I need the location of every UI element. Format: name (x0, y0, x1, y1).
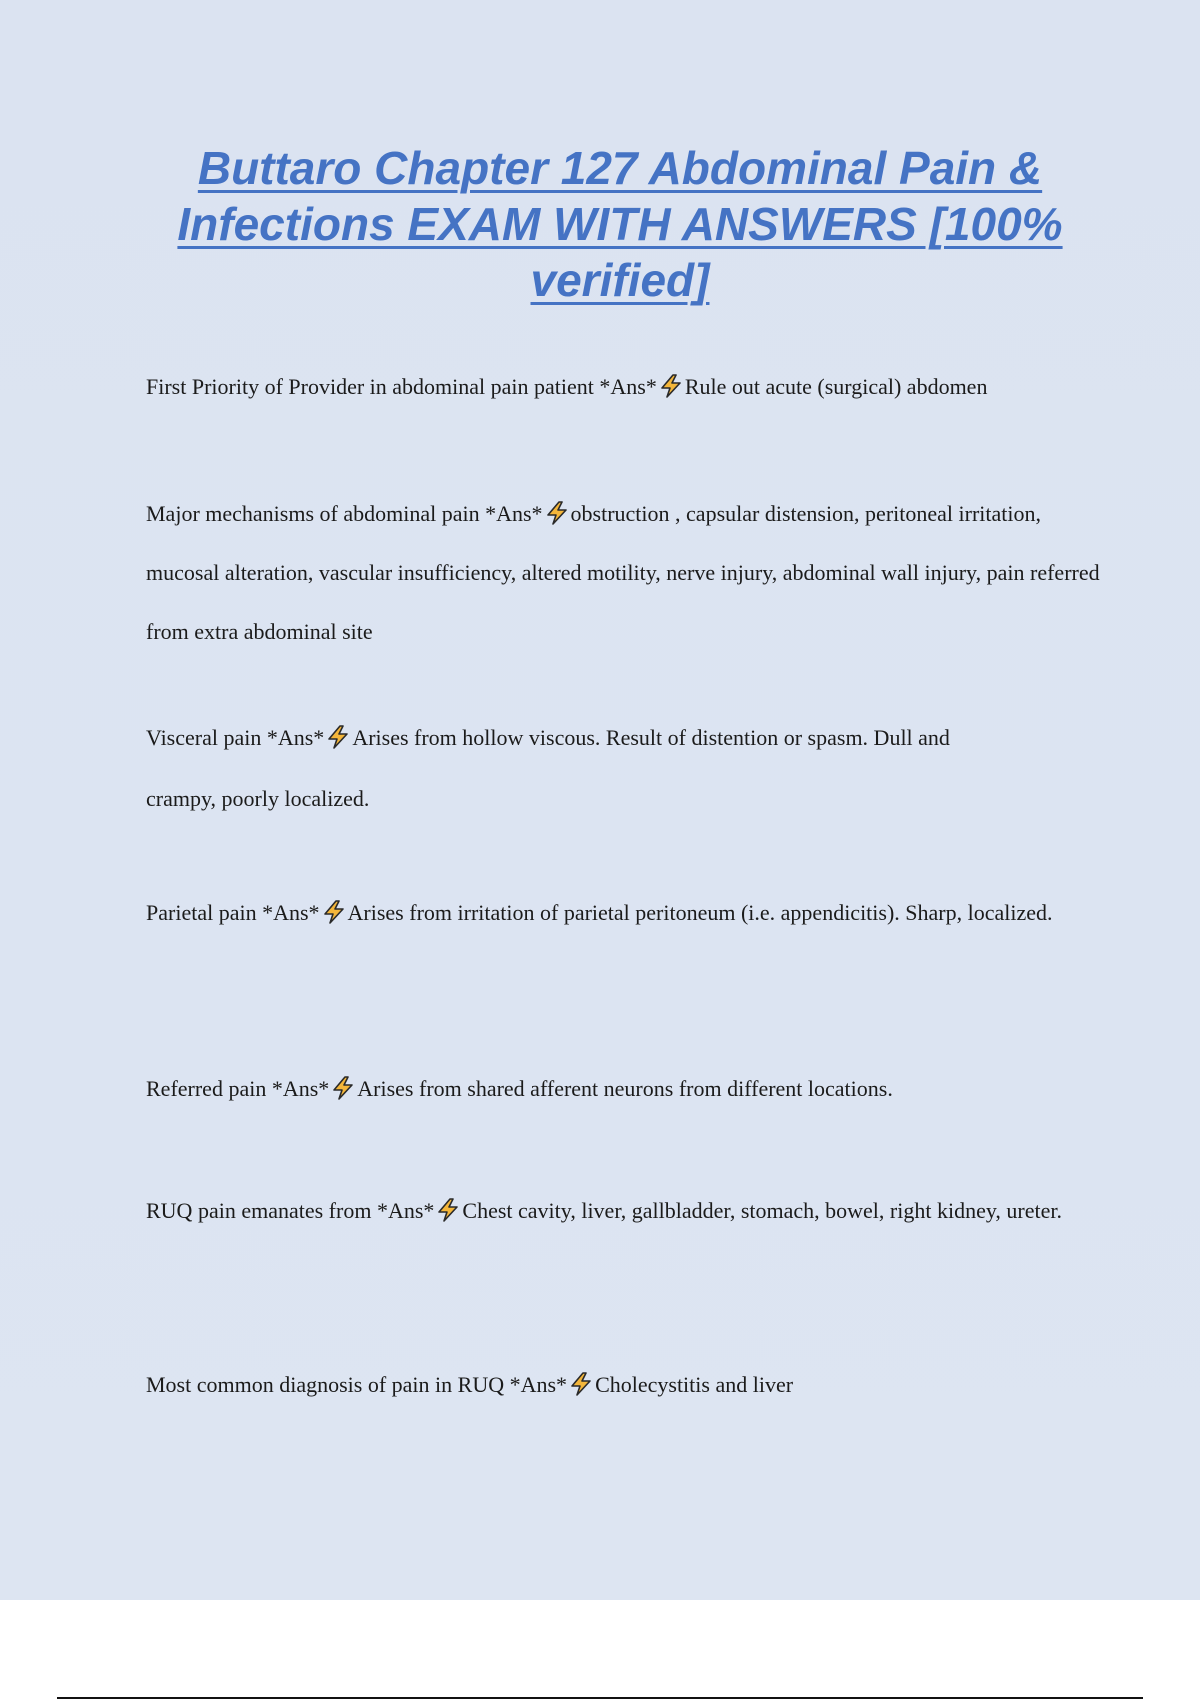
answer-marker: *Ans* (262, 900, 320, 925)
document-title: Buttaro Chapter 127 Abdominal Pain & Infections EXAM WITH ANSWERS [100% verified] (177, 142, 1063, 306)
lightning-bolt-icon (658, 374, 684, 398)
qa-item-6 (146, 1180, 1111, 1241)
answer-marker: *Ans* (376, 1198, 435, 1223)
question-text: Major mechanisms of abdominal pain (146, 501, 480, 526)
qa-item-3 (146, 707, 966, 829)
question-text: First Priority of Provider in abdominal pain patient (146, 374, 594, 399)
answer-marker: *Ans* (599, 374, 657, 399)
lightning-bolt-icon (330, 1076, 356, 1100)
answer-marker: *Ans* (509, 1372, 568, 1397)
qa-item-4 (146, 882, 1076, 943)
page-bottom-rule (57, 1697, 1143, 1699)
answer-text: Arises from irritation of parietal peritoneum (i.e. appendicitis). Sharp, localized. (347, 900, 1053, 925)
answer-marker: *Ans* (271, 1076, 330, 1101)
lightning-bolt-icon (435, 1198, 461, 1222)
lightning-bolt-icon (544, 501, 570, 525)
qa-item-1 (146, 370, 1106, 404)
lightning-bolt-icon (325, 725, 351, 749)
lightning-bolt-icon (568, 1372, 594, 1396)
question-text: Referred pain (146, 1076, 267, 1101)
answer-text: Chest cavity, liver, gallbladder, stomach, bowel, right kidney, ureter. (462, 1198, 1062, 1223)
answer-text: obstruction , capsular distension, peritoneal irritation, mucosal alteration, vascular insufficiency, altered motility, nerve injury, abdominal wall injury, pain referred from extra abdominal site (146, 501, 1100, 644)
answer-text: Rule out acute (surgical) abdomen (684, 374, 988, 399)
qa-item-5 (146, 1072, 1106, 1106)
qa-item-7 (146, 1368, 1106, 1402)
question-text: Parietal pain (146, 900, 257, 925)
answer-marker: *Ans* (485, 501, 543, 526)
lightning-bolt-icon (321, 900, 347, 924)
answer-text: Arises from hollow viscous. Result of distention or spasm. Dull and crampy, poorly localized. (146, 725, 950, 811)
question-text: RUQ pain emanates from (146, 1198, 372, 1223)
answer-text: Cholecystitis and liver (595, 1372, 794, 1397)
question-text: Most common diagnosis of pain in RUQ (146, 1372, 505, 1397)
answer-marker: *Ans* (266, 725, 325, 750)
qa-item-2 (146, 484, 1106, 661)
question-text: Visceral pain (146, 725, 262, 750)
answer-text: Arises from shared afferent neurons from different locations. (357, 1076, 893, 1101)
